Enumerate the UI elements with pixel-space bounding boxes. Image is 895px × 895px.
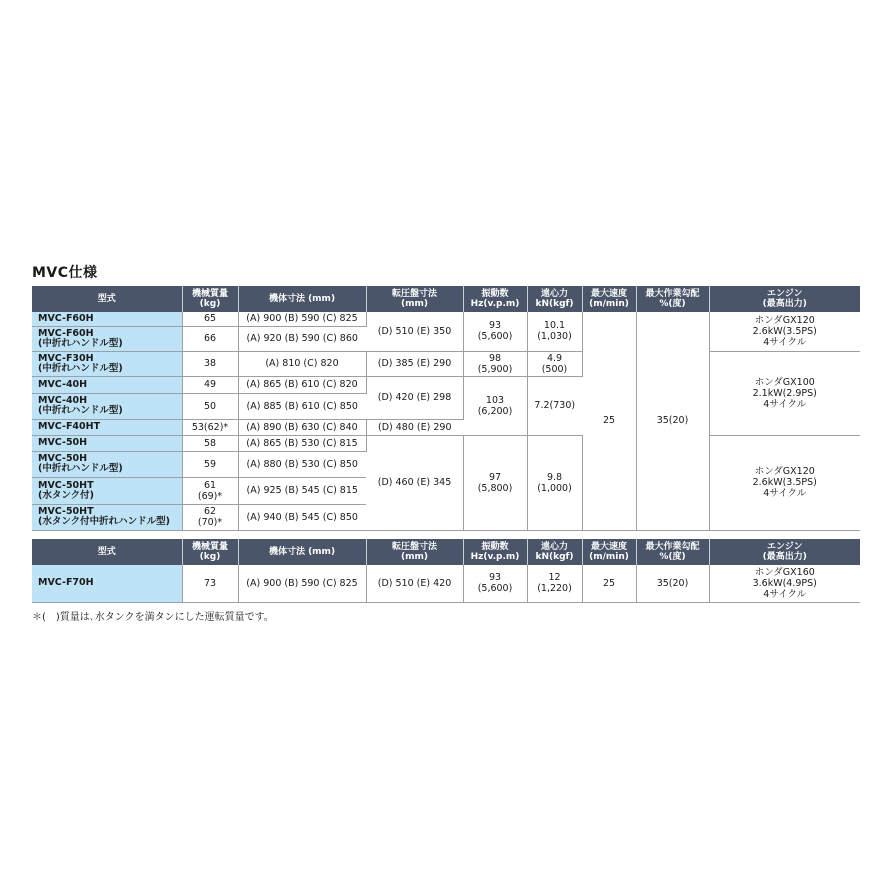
frequency-cell: 93 (5,600) <box>463 312 527 351</box>
speed-cell: 25 <box>582 312 636 530</box>
body-dim-cell: (A) 900 (B) 590 (C) 825 <box>238 565 366 602</box>
mass-cell: 59 <box>182 451 238 477</box>
table-row <box>32 565 860 602</box>
body-dim-cell: (A) 925 (B) 545 (C) 815 <box>238 477 366 504</box>
table-header-row <box>32 539 860 565</box>
table-row <box>32 351 860 376</box>
body-dim-cell: (A) 890 (B) 630 (C) 840 <box>238 419 366 435</box>
spec-table <box>32 286 860 531</box>
mass-cell: 38 <box>182 351 238 376</box>
force-cell: 10.1 (1,030) <box>527 312 582 351</box>
mass-cell: 61 (69)* <box>182 477 238 504</box>
mass-cell: 62 (70)* <box>182 504 238 530</box>
header-model: 型式 <box>32 539 182 565</box>
model-cell: MVC-40H <box>32 376 182 393</box>
spec-table-f70h <box>32 539 860 603</box>
header-model: 型式 <box>32 286 182 312</box>
mass-cell: 53(62)* <box>182 419 238 435</box>
model-cell: MVC-F60H (中折れハンドル型) <box>32 326 182 351</box>
header-slope: 最大作業勾配 %(度) <box>636 539 709 565</box>
force-cell: 9.8 (1,000) <box>527 435 582 530</box>
engine-cell: ホンダGX120 2.6kW(3.5PS) 4サイクル <box>709 312 860 351</box>
body-dim-cell: (A) 885 (B) 610 (C) 850 <box>238 393 366 419</box>
table-row <box>32 312 860 326</box>
frequency-cell: 93 (5,600) <box>463 565 527 602</box>
model-cell: MVC-F70H <box>32 565 182 602</box>
body-dim-cell: (A) 810 (C) 820 <box>238 351 366 376</box>
speed-cell: 25 <box>582 565 636 602</box>
slope-cell: 35(20) <box>636 565 709 602</box>
header-frequency: 振動数 Hz(v.p.m) <box>463 286 527 312</box>
header-speed: 最大速度 (m/min) <box>582 286 636 312</box>
header-force: 遠心力 kN(kgf) <box>527 286 582 312</box>
header-plate-dim: 転圧盤寸法 (mm) <box>366 539 463 565</box>
frequency-cell: 98 (5,900) <box>463 351 527 376</box>
model-cell: MVC-F30H (中折れハンドル型) <box>32 351 182 376</box>
body-dim-cell: (A) 880 (B) 530 (C) 850 <box>238 451 366 477</box>
plate-dim-cell: (D) 420 (E) 298 <box>366 376 463 419</box>
body-dim-cell: (A) 940 (B) 545 (C) 850 <box>238 504 366 530</box>
header-speed: 最大速度 (m/min) <box>582 539 636 565</box>
slope-cell: 35(20) <box>636 312 709 530</box>
page-title: MVC仕様 <box>32 265 98 281</box>
header-force: 遠心力 kN(kgf) <box>527 539 582 565</box>
header-body-dim: 機体寸法 (mm) <box>238 286 366 312</box>
engine-cell: ホンダGX160 3.6kW(4.9PS) 4サイクル <box>709 565 860 602</box>
plate-dim-cell: (D) 460 (E) 345 <box>366 435 463 530</box>
mass-cell: 66 <box>182 326 238 351</box>
model-cell: MVC-50HT (水タンク付) <box>32 477 182 504</box>
table-row <box>32 435 860 451</box>
plate-dim-cell: (D) 510 (E) 420 <box>366 565 463 602</box>
mass-cell: 58 <box>182 435 238 451</box>
header-mass: 機械質量 (kg) <box>182 286 238 312</box>
model-cell: MVC-F40HT <box>32 419 182 435</box>
force-cell: 12 (1,220) <box>527 565 582 602</box>
header-body-dim: 機体寸法 (mm) <box>238 539 366 565</box>
plate-dim-cell: (D) 385 (E) 290 <box>366 351 463 376</box>
body-dim-cell: (A) 865 (B) 530 (C) 815 <box>238 435 366 451</box>
model-cell: MVC-40H (中折れハンドル型) <box>32 393 182 419</box>
body-dim-cell: (A) 865 (B) 610 (C) 820 <box>238 376 366 393</box>
model-cell: MVC-50H (中折れハンドル型) <box>32 451 182 477</box>
force-cell: 7.2(730) <box>527 376 582 435</box>
frequency-cell: 97 (5,800) <box>463 435 527 530</box>
frequency-cell: 103 (6,200) <box>463 376 527 435</box>
header-frequency: 振動数 Hz(v.p.m) <box>463 539 527 565</box>
mass-cell: 50 <box>182 393 238 419</box>
header-engine: エンジン (最高出力) <box>709 286 860 312</box>
mass-cell: 49 <box>182 376 238 393</box>
body-dim-cell: (A) 920 (B) 590 (C) 860 <box>238 326 366 351</box>
plate-dim-cell: (D) 480 (E) 290 <box>366 419 463 435</box>
mass-cell: 65 <box>182 312 238 326</box>
model-cell: MVC-50HT (水タンク付中折れハンドル型) <box>32 504 182 530</box>
header-mass: 機械質量 (kg) <box>182 539 238 565</box>
model-cell: MVC-50H <box>32 435 182 451</box>
header-engine: エンジン (最高出力) <box>709 539 860 565</box>
footnote: ＊( )質量は､水タンクを満タンにした運転質量です。 <box>32 612 274 623</box>
body-dim-cell: (A) 900 (B) 590 (C) 825 <box>238 312 366 326</box>
model-cell: MVC-F60H <box>32 312 182 326</box>
engine-cell: ホンダGX120 2.6kW(3.5PS) 4サイクル <box>709 435 860 530</box>
engine-cell: ホンダGX100 2.1kW(2.9PS) 4サイクル <box>709 351 860 435</box>
table-header-row <box>32 286 860 312</box>
header-slope: 最大作業勾配 %(度) <box>636 286 709 312</box>
mass-cell: 73 <box>182 565 238 602</box>
force-cell: 4.9 (500) <box>527 351 582 376</box>
plate-dim-cell: (D) 510 (E) 350 <box>366 312 463 351</box>
header-plate-dim: 転圧盤寸法 (mm) <box>366 286 463 312</box>
